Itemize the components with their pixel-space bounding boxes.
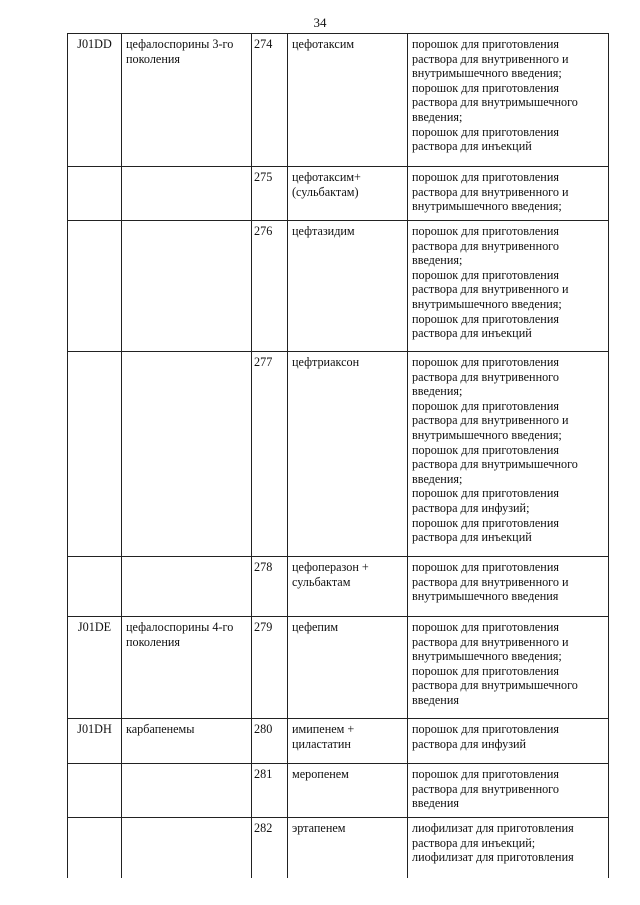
number-cell <box>252 557 288 617</box>
atc-code-cell <box>68 764 122 818</box>
dosage-form-line: порошок для приготовления <box>412 170 559 184</box>
dosage-form-line: внутримышечного введения; <box>412 66 562 81</box>
dosage-form-line: внутримышечного введения; <box>412 199 562 214</box>
group-cell <box>122 764 252 818</box>
row-number: 275 <box>254 170 273 184</box>
dosage-form-line: порошок для приготовления <box>412 560 559 574</box>
drug-name-line: цефотаксим <box>292 37 355 51</box>
number-cell <box>252 34 288 167</box>
dosage-form-line: порошок для приготовления <box>412 124 559 139</box>
table-row <box>68 34 609 167</box>
forms-cell <box>408 34 609 167</box>
drug-cell <box>288 221 408 352</box>
drug-name-line: циластатин <box>292 736 351 751</box>
forms-cell <box>408 764 609 818</box>
atc-code-cell <box>68 617 122 719</box>
drug-name-line: цефепим <box>292 620 339 634</box>
dosage-form-line: внутримышечного введения; <box>412 296 562 311</box>
atc-code-cell <box>68 818 122 878</box>
atc-code-cell <box>68 167 122 221</box>
dosage-form-line: порошок для приготовления <box>412 620 559 634</box>
dosage-form-line: внутримышечного введения; <box>412 427 562 442</box>
dosage-form-line: лиофилизат для приготовления <box>412 821 574 835</box>
dosage-form-line: введения; <box>412 109 463 124</box>
group-cell <box>122 221 252 352</box>
dosage-form-line: введения; <box>412 471 463 486</box>
number-cell <box>252 818 288 878</box>
group-name-line: поколения <box>126 634 180 649</box>
number-cell <box>252 617 288 719</box>
table-row <box>68 764 609 818</box>
dosage-form-line: раствора для инъекций; <box>412 835 536 850</box>
dosage-form-line: порошок для приготовления <box>412 224 559 238</box>
dosage-form-line: раствора для внутривенного и <box>412 413 569 428</box>
dosage-form-line: раствора для инъекций <box>412 326 532 341</box>
group-cell <box>122 818 252 878</box>
drug-name-line: цефоперазон + <box>292 560 369 574</box>
row-number: 278 <box>254 560 273 574</box>
table-row <box>68 352 609 557</box>
forms-cell <box>408 352 609 557</box>
forms-cell <box>408 221 609 352</box>
atc-code: J01DD <box>77 37 112 51</box>
drug-name-line: цефтазидим <box>292 224 355 238</box>
dosage-form-line: раствора для внутривенного <box>412 238 559 253</box>
dosage-form-line: порошок для приготовления <box>412 767 559 781</box>
number-cell <box>252 719 288 764</box>
drug-cell <box>288 34 408 167</box>
group-cell <box>122 167 252 221</box>
row-number: 281 <box>254 767 273 781</box>
dosage-form-line: порошок для приготовления <box>412 442 559 457</box>
dosage-form-line: раствора для внутримышечного <box>412 457 578 472</box>
dosage-form-line: раствора для внутривенного и <box>412 634 569 649</box>
group-name-line: карбапенемы <box>126 722 195 736</box>
dosage-form-line: раствора для внутримышечного <box>412 95 578 110</box>
forms-cell <box>408 557 609 617</box>
drug-cell <box>288 818 408 878</box>
dosage-form-line: раствора для инъекций <box>412 530 532 545</box>
drug-cell <box>288 167 408 221</box>
row-number: 274 <box>254 37 273 51</box>
atc-code: J01DE <box>77 620 112 634</box>
dosage-form-line: раствора для внутривенного <box>412 369 559 384</box>
dosage-form-line: порошок для приготовления <box>412 80 559 95</box>
dosage-form-line: порошок для приготовления <box>412 355 559 369</box>
drug-name-line: цефотаксим+ <box>292 170 361 184</box>
atc-code-cell <box>68 352 122 557</box>
atc-code: J01DH <box>77 722 112 736</box>
number-cell <box>252 352 288 557</box>
dosage-form-line: лиофилизат для приготовления <box>412 850 574 865</box>
number-cell <box>252 167 288 221</box>
dosage-form-line: введения; <box>412 384 463 399</box>
dosage-form-line: раствора для внутривенного и <box>412 51 569 66</box>
forms-cell <box>408 719 609 764</box>
drug-cell <box>288 719 408 764</box>
drug-name-line: сульбактам <box>292 574 351 589</box>
dosage-form-line: раствора для внутривенного <box>412 781 559 796</box>
dosage-form-line: раствора для внутривенного и <box>412 574 569 589</box>
dosage-form-line: введения; <box>412 253 463 268</box>
atc-code-cell <box>68 221 122 352</box>
number-cell <box>252 221 288 352</box>
drug-name-line: цефтриаксон <box>292 355 360 369</box>
atc-code-cell <box>68 557 122 617</box>
row-number: 276 <box>254 224 273 238</box>
table-body <box>68 34 609 878</box>
dosage-form-line: введения <box>412 796 459 811</box>
forms-cell <box>408 167 609 221</box>
dosage-form-line: раствора для инфузий; <box>412 500 530 515</box>
table-row <box>68 167 609 221</box>
drug-cell <box>288 557 408 617</box>
drug-name-line: имипенем + <box>292 722 355 736</box>
drug-name-line: (сульбактам) <box>292 184 359 199</box>
dosage-form-line: внутримышечного введения; <box>412 649 562 664</box>
drug-name-line: эртапенем <box>292 821 346 835</box>
row-number: 277 <box>254 355 273 369</box>
table-row <box>68 557 609 617</box>
dosage-form-line: порошок для приготовления <box>412 722 559 736</box>
group-cell <box>122 34 252 167</box>
dosage-form-line: порошок для приготовления <box>412 311 559 326</box>
dosage-form-line: порошок для приготовления <box>412 267 559 282</box>
dosage-form-line: порошок для приготовления <box>412 37 559 51</box>
table-row <box>68 719 609 764</box>
dosage-form-line: раствора для внутривенного и <box>412 184 569 199</box>
table-row <box>68 617 609 719</box>
drug-name-line: меропенем <box>292 767 349 781</box>
dosage-form-line: порошок для приготовления <box>412 663 559 678</box>
group-name-line: цефалоспорины 4-го <box>126 620 234 634</box>
dosage-form-line: раствора для инъекций <box>412 139 532 154</box>
drug-table <box>67 33 609 878</box>
row-number: 282 <box>254 821 273 835</box>
group-cell <box>122 352 252 557</box>
group-cell <box>122 719 252 764</box>
drug-cell <box>288 352 408 557</box>
group-cell <box>122 557 252 617</box>
atc-code-cell <box>68 719 122 764</box>
dosage-form-line: внутримышечного введения <box>412 589 559 604</box>
dosage-form-line: раствора для внутримышечного <box>412 678 578 693</box>
forms-cell <box>408 818 609 878</box>
dosage-form-line: раствора для внутривенного и <box>412 282 569 297</box>
dosage-form-line: порошок для приготовления <box>412 398 559 413</box>
drug-cell <box>288 764 408 818</box>
page-number: 34 <box>313 15 327 30</box>
group-cell <box>122 617 252 719</box>
row-number: 279 <box>254 620 273 634</box>
row-number: 280 <box>254 722 273 736</box>
table-row <box>68 221 609 352</box>
dosage-form-line: порошок для приготовления <box>412 515 559 530</box>
forms-cell <box>408 617 609 719</box>
table-row <box>68 818 609 878</box>
dosage-form-line: порошок для приготовления <box>412 486 559 501</box>
group-name-line: цефалоспорины 3-го <box>126 37 234 51</box>
group-name-line: поколения <box>126 51 180 66</box>
atc-code-cell <box>68 34 122 167</box>
dosage-form-line: раствора для инфузий <box>412 736 527 751</box>
drug-cell <box>288 617 408 719</box>
dosage-form-line: введения <box>412 692 459 707</box>
number-cell <box>252 764 288 818</box>
